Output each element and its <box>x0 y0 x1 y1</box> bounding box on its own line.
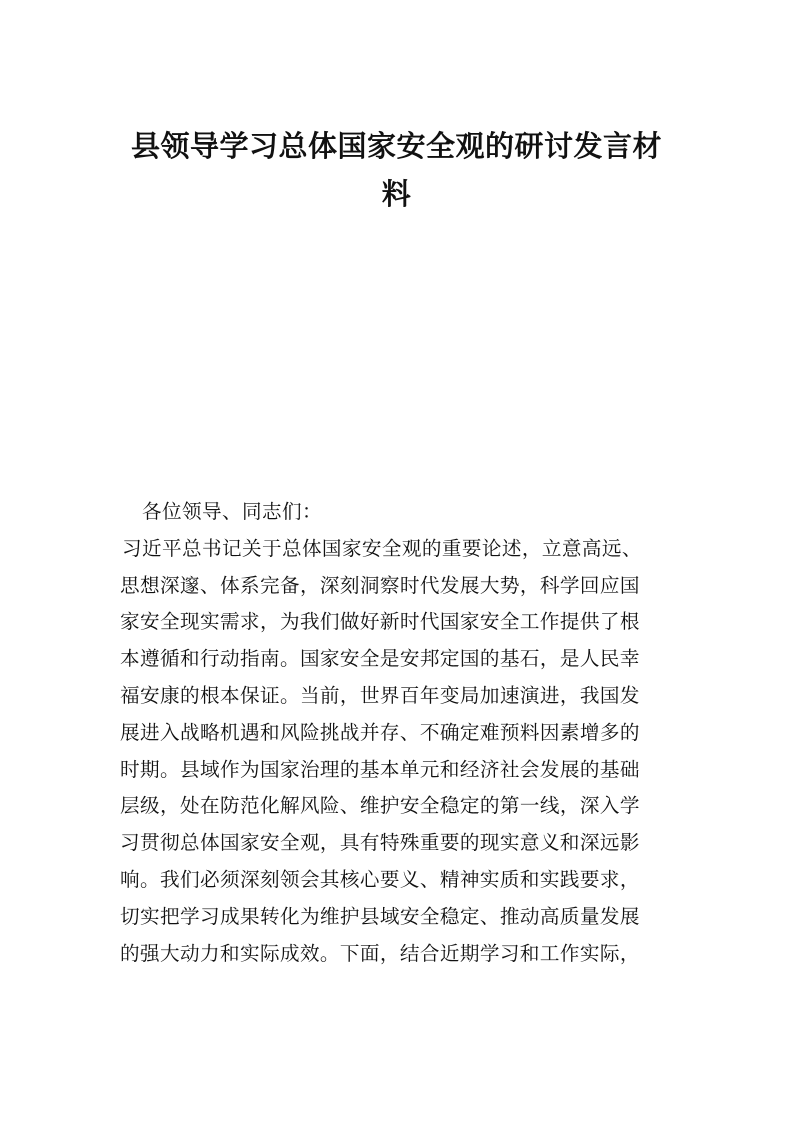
paragraph-line: 时期。县域作为国家治理的基本单元和经济社会发展的基础 <box>120 757 640 781</box>
title-line: 县领导学习总体国家安全观的研讨发言材 <box>130 129 662 163</box>
paragraph-line: 思想深邃、体系完备，深刻洞察时代发展大势，科学回应国 <box>120 573 640 597</box>
paragraph-line: 习近平总书记关于总体国家安全观的重要论述，立意高远、 <box>122 536 642 560</box>
paragraph-line: 福安康的根本保证。当前，世界百年变局加速演进，我国发 <box>120 683 640 707</box>
paragraph-line: 响。我们必须深刻领会其核心要义、精神实质和实践要求， <box>120 867 640 891</box>
paragraph-line: 本遵循和行动指南。国家安全是安邦定国的基石，是人民幸 <box>120 647 640 671</box>
document-title <box>110 122 683 218</box>
paragraph-line: 家安全现实需求，为我们做好新时代国家安全工作提供了根 <box>120 610 640 634</box>
salutation: 各位领导、同志们： <box>142 500 322 523</box>
paragraph-line: 切实把学习成果转化为维护县域安全稳定、推动高质量发展 <box>120 904 640 928</box>
document-body <box>120 494 690 972</box>
paragraph-line: 展进入战略机遇和风险挑战并存、不确定难预料因素增多的 <box>120 720 640 744</box>
paragraph-line: 习贯彻总体国家安全观，具有特殊重要的现实意义和深远影 <box>120 831 640 855</box>
paragraph-line: 层级，处在防范化解风险、维护安全稳定的第一线，深入学 <box>120 794 640 818</box>
title-line: 料 <box>381 177 412 211</box>
paragraph-line: 的强大动力和实际成效。下面，结合近期学习和工作实际， <box>120 941 640 965</box>
